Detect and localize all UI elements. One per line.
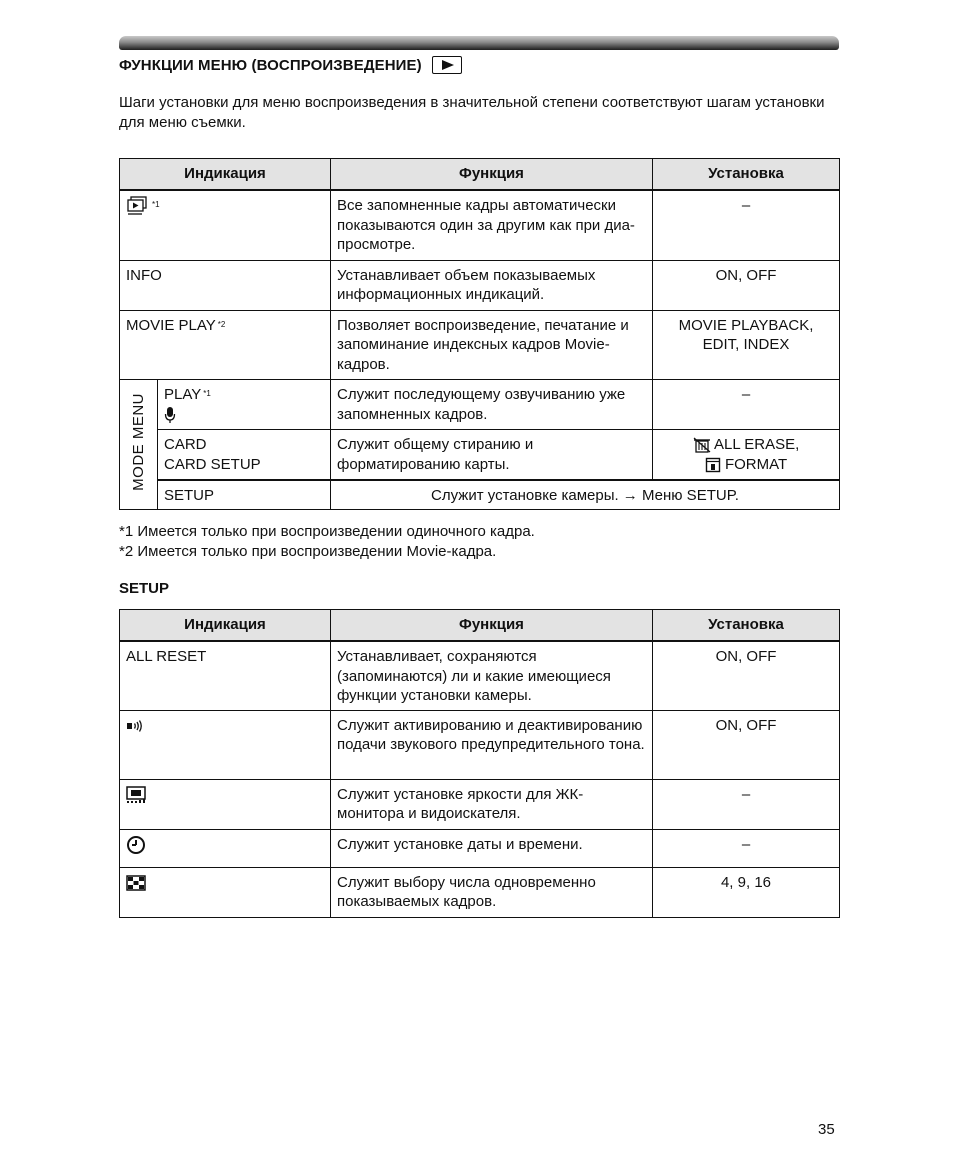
indication-cell: ALL RESET bbox=[120, 641, 331, 710]
header-function: Функция bbox=[331, 610, 653, 642]
footnote-ref: *2 bbox=[217, 319, 226, 329]
setting-cell: 4, 9, 16 bbox=[653, 867, 840, 917]
setting-cell: – bbox=[653, 380, 840, 430]
page-title bbox=[119, 56, 462, 74]
header-indication: Индикация bbox=[120, 610, 331, 642]
mode-menu-label bbox=[120, 380, 158, 510]
table-row bbox=[120, 867, 840, 917]
indication-cell bbox=[120, 867, 331, 917]
setup-table bbox=[119, 609, 840, 918]
function-cell: Служит установке яркости для ЖК-монитора и видоискателя. bbox=[331, 779, 653, 829]
function-cell: Служит последующему озвучиванию уже запомненных кадров. bbox=[331, 380, 653, 430]
function-cell: Служит выбору числа одновременно показываемых кадров. bbox=[331, 867, 653, 917]
mode-menu-table bbox=[119, 379, 840, 510]
erase-icon bbox=[693, 437, 711, 453]
table-row bbox=[120, 430, 840, 480]
clock-icon bbox=[126, 835, 146, 855]
setting-cell: – bbox=[653, 829, 840, 867]
function-cell: Служит установке даты и времени. bbox=[331, 829, 653, 867]
setting-cell bbox=[653, 430, 840, 480]
function-cell: Устанавливает объем показываемых информационных индикаций. bbox=[331, 260, 653, 310]
setting-cell: ON, OFF bbox=[653, 641, 840, 710]
indication-cell bbox=[120, 779, 331, 829]
footnote: *1 Имеется только при воспроизведении одиночного кадра. bbox=[119, 523, 535, 540]
table-row bbox=[120, 829, 840, 867]
indication-text: PLAY bbox=[164, 386, 202, 403]
slideshow-icon bbox=[126, 196, 150, 216]
table-row bbox=[120, 710, 840, 779]
playback-menu-table bbox=[119, 158, 840, 380]
page-title-text: ФУНКЦИИ МЕНЮ (ВОСПРОИЗВЕДЕНИЕ) bbox=[119, 56, 422, 74]
setting-cell: – bbox=[653, 190, 840, 260]
mode-menu-text: MODE MENU bbox=[129, 392, 147, 491]
table-row bbox=[120, 190, 840, 260]
indication-text: CARD bbox=[164, 436, 207, 453]
indication-cell bbox=[158, 430, 331, 480]
header-function: Функция bbox=[331, 159, 653, 191]
intro-text: Шаги установки для меню воспроизведения в значительной степени соответствуют шагам установки для меню съемки. bbox=[119, 94, 825, 131]
setup-section-title: SETUP bbox=[119, 580, 170, 597]
footnote-ref: *1 bbox=[203, 389, 211, 398]
index-grid-icon bbox=[126, 875, 146, 891]
setting-line: ALL ERASE, bbox=[714, 436, 800, 453]
setting-line: FORMAT bbox=[724, 455, 788, 473]
indication-cell bbox=[120, 710, 331, 779]
footnotes bbox=[119, 522, 535, 561]
table-row bbox=[120, 641, 840, 710]
setting-line: EDIT, INDEX bbox=[702, 336, 790, 353]
indication-cell: INFO bbox=[120, 260, 331, 310]
monitor-brightness-icon bbox=[126, 786, 146, 804]
setting-cell bbox=[653, 310, 840, 379]
function-cell: Служит активированию и деактивированию подачи звукового предупредительного тона. bbox=[331, 710, 653, 779]
function-cell: Служит установке камеры. → Меню SETUP. bbox=[331, 480, 840, 510]
function-cell: Позволяет воспроизведение, печатание и запоминание индексных кадров Movie-кадров. bbox=[331, 310, 653, 379]
table-header-row bbox=[120, 610, 840, 642]
indication-cell bbox=[120, 190, 331, 260]
table-row bbox=[120, 260, 840, 310]
setting-line: MOVIE PLAYBACK, bbox=[678, 316, 814, 334]
setting-cell: ON, OFF bbox=[653, 710, 840, 779]
indication-cell bbox=[120, 829, 331, 867]
indication-cell bbox=[158, 380, 331, 430]
function-cell: Все запомненные кадры автоматически показываются один за другим как при диа-просмотре. bbox=[331, 190, 653, 260]
indication-text: MOVIE PLAY bbox=[126, 316, 216, 334]
table-row bbox=[120, 779, 840, 829]
sound-icon bbox=[126, 719, 144, 733]
setting-cell: – bbox=[653, 779, 840, 829]
header-setting: Установка bbox=[653, 610, 840, 642]
function-cell: Служит общему стиранию и форматированию карты. bbox=[331, 430, 653, 480]
table-row bbox=[120, 380, 840, 430]
playback-icon bbox=[432, 56, 462, 74]
indication-cell: SETUP bbox=[158, 480, 331, 510]
page-number: 35 bbox=[818, 1121, 835, 1138]
header-indication: Индикация bbox=[120, 159, 331, 191]
microphone-icon bbox=[164, 406, 176, 424]
header-bar bbox=[119, 36, 839, 50]
footnote-ref: *1 bbox=[152, 200, 160, 209]
footnote: *2 Имеется только при воспроизведении Movie-кадра. bbox=[119, 542, 497, 560]
table-row bbox=[120, 480, 840, 510]
format-icon bbox=[705, 457, 721, 473]
header-setting: Установка bbox=[653, 159, 840, 191]
function-cell: Устанавливает, сохраняются (запоминаются) ли и какие имеющиеся функции установки камеры. bbox=[331, 641, 653, 710]
indication-text: CARD SETUP bbox=[164, 455, 261, 473]
indication-cell bbox=[120, 310, 331, 379]
table-header-row bbox=[120, 159, 840, 191]
table-row bbox=[120, 310, 840, 379]
setting-cell: ON, OFF bbox=[653, 260, 840, 310]
